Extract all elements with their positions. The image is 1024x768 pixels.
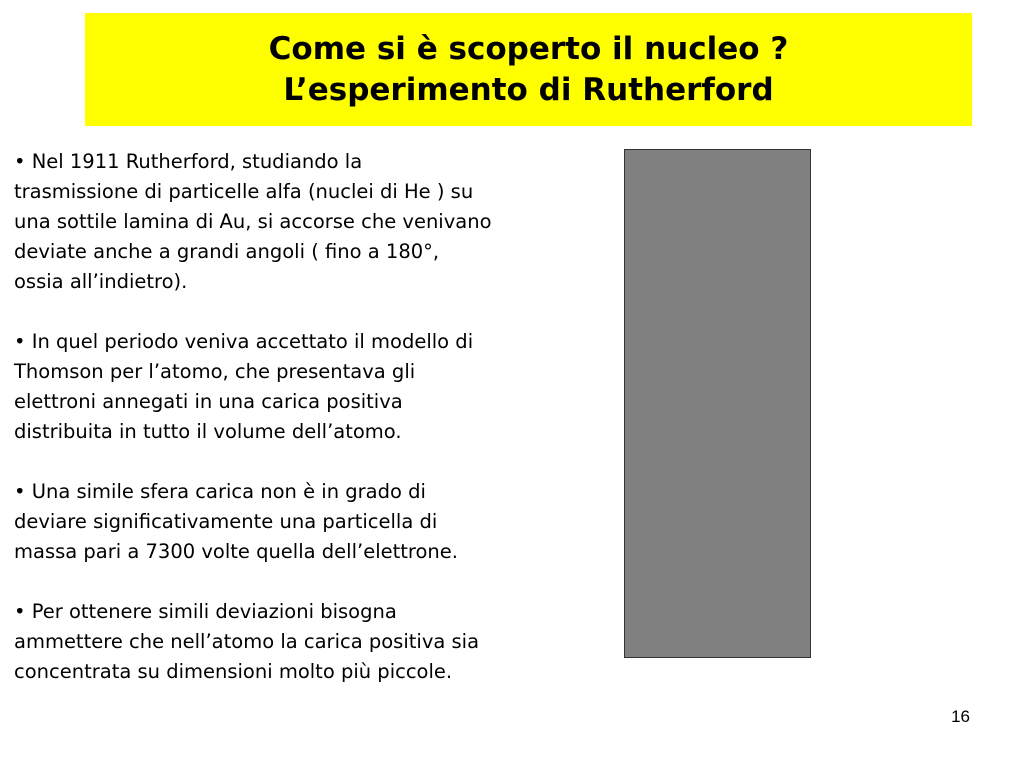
slide-title-line-1: Come si è scoperto il nucleo ? [268, 30, 789, 67]
text-line: • In quel periodo veniva accettato il modello di [14, 330, 474, 353]
text-line: • Per ottenere simili deviazioni bisogna [14, 600, 397, 623]
paragraph-rutherford [14, 147, 594, 297]
image-placeholder [624, 149, 811, 658]
slide-title-line-2: L’esperimento di Rutherford [283, 71, 774, 108]
text-line: elettroni annegati in una carica positiva [14, 390, 403, 413]
paragraph-sphere [14, 477, 594, 567]
text-line: • Una simile sfera carica non è in grado di [14, 480, 426, 503]
text-line: trasmissione di particelle alfa (nuclei di He ) su [14, 180, 474, 203]
text-line: Thomson per l’atomo, che presentava gli [14, 360, 416, 383]
paragraph-thomson [14, 327, 594, 447]
text-line: concentrata su dimensioni molto più piccole. [14, 660, 453, 683]
text-line: ossia all’indietro). [14, 270, 188, 293]
text-line: ammettere che nell’atomo la carica positiva sia [14, 630, 480, 653]
paragraph-conclusion [14, 597, 594, 687]
text-line: • Nel 1911 Rutherford, studiando la [14, 150, 363, 173]
text-line: una sottile lamina di Au, si accorse che venivano [14, 210, 492, 233]
page-number: 16 [951, 707, 970, 726]
text-line: massa pari a 7300 volte quella dell’elettrone. [14, 540, 458, 563]
text-line: distribuita in tutto il volume dell’atomo. [14, 420, 402, 443]
body-text [14, 147, 594, 717]
text-line: deviate anche a grandi angoli ( fino a 180°, [14, 240, 440, 263]
title-banner [85, 13, 972, 126]
text-line: deviare significativamente una particella di [14, 510, 438, 533]
